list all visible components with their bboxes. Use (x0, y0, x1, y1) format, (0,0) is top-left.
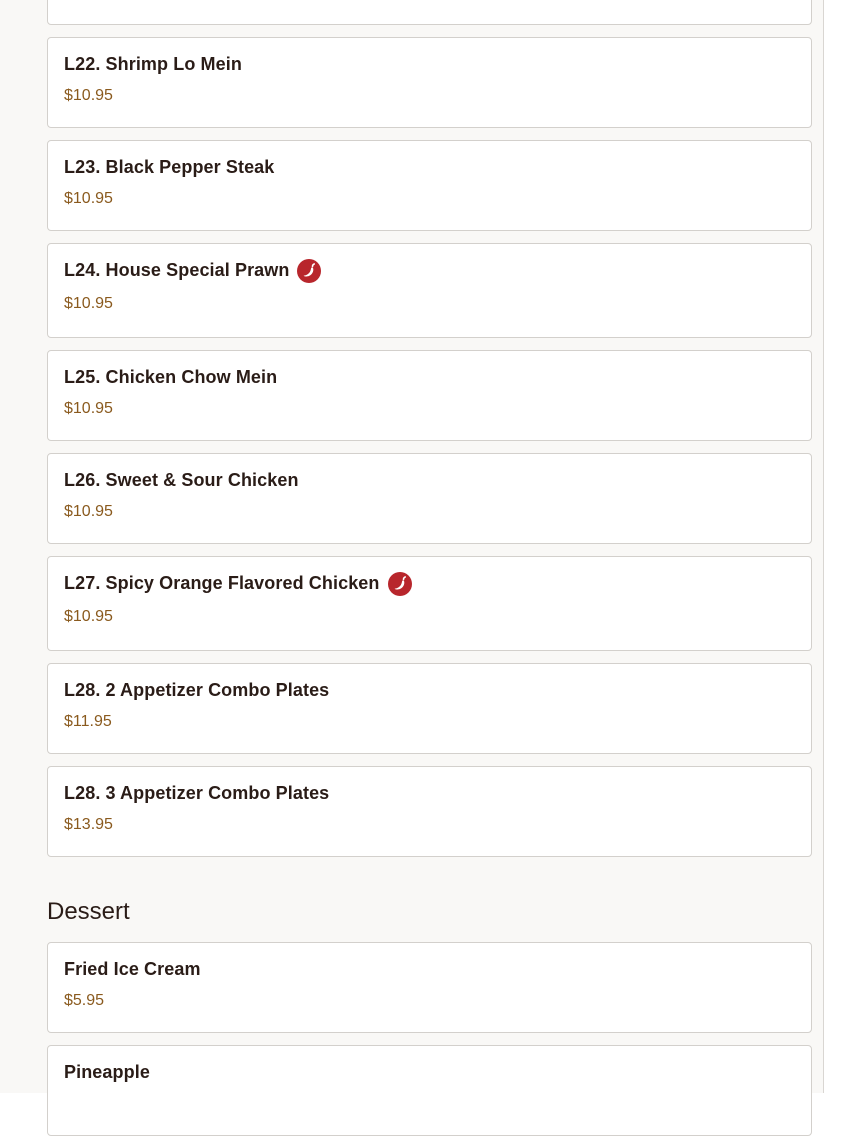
menu-item-card[interactable] (47, 243, 812, 338)
menu-item-card[interactable] (47, 453, 812, 544)
menu-item-name: Pineapple (64, 1062, 150, 1082)
menu-item-name: L27. Spicy Orange Flavored Chicken (64, 573, 380, 593)
menu-item-price: $10.95 (64, 190, 113, 207)
section-title-dessert: Dessert (47, 898, 130, 925)
menu-item-card[interactable] (47, 1045, 812, 1136)
menu-item-card[interactable] (47, 663, 812, 754)
menu-item-name: L26. Sweet & Sour Chicken (64, 470, 299, 490)
menu-list (47, 0, 812, 1148)
menu-item-price (64, 0, 795, 2)
menu-item-name: L28. 2 Appetizer Combo Plates (64, 680, 330, 700)
menu-item-price: $10.95 (64, 400, 113, 417)
menu-item-card[interactable] (47, 0, 812, 25)
menu-item-name: L25. Chicken Chow Mein (64, 367, 278, 387)
menu-item-card[interactable] (47, 942, 812, 1033)
menu-item-name: L22. Shrimp Lo Mein (64, 54, 242, 74)
menu-item-card[interactable] (47, 766, 812, 857)
chili-pepper-icon (297, 259, 321, 283)
menu-item-name: L28. 3 Appetizer Combo Plates (64, 783, 330, 803)
menu-item-price: $10.95 (64, 503, 113, 520)
menu-item-price: $13.95 (64, 816, 113, 833)
menu-item-price: $11.95 (64, 713, 112, 730)
menu-item-name: L24. House Special Prawn (64, 260, 290, 280)
menu-item-name: Fried Ice Cream (64, 959, 201, 979)
menu-item-name: L23. Black Pepper Steak (64, 157, 275, 177)
menu-item-card[interactable] (47, 140, 812, 231)
menu-item-card[interactable] (47, 350, 812, 441)
menu-item-card[interactable] (47, 37, 812, 128)
chili-pepper-icon (388, 572, 412, 596)
menu-item-card[interactable] (47, 556, 812, 651)
menu-item-price: $10.95 (64, 608, 113, 625)
menu-item-price: $5.95 (64, 992, 105, 1009)
menu-item-price: $10.95 (64, 87, 113, 104)
menu-item-price: $10.95 (64, 295, 113, 312)
